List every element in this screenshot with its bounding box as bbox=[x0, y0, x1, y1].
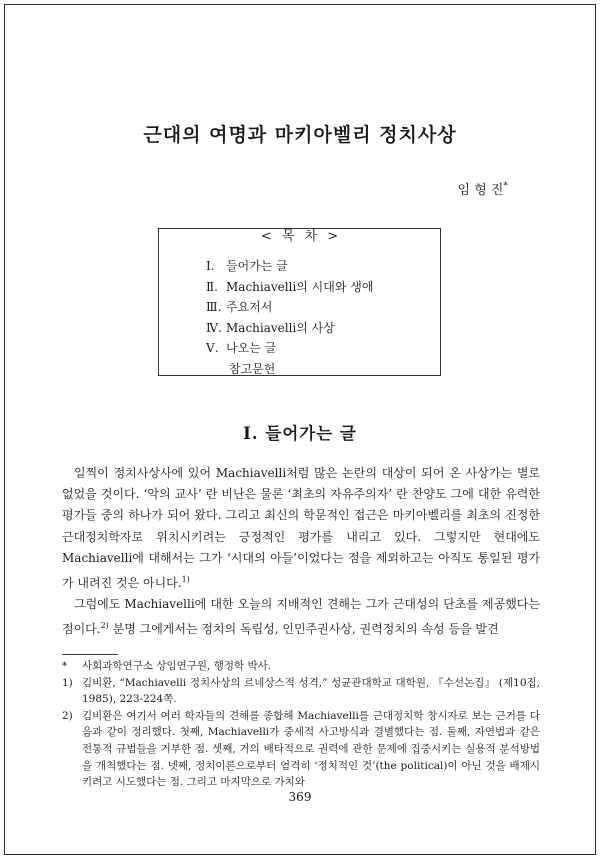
footnote bbox=[62, 658, 540, 675]
toc-heading bbox=[159, 228, 440, 244]
toc-item bbox=[206, 318, 373, 339]
toc-item-label: 참고문헌 bbox=[229, 361, 276, 376]
toc-item-number: Ⅲ. bbox=[206, 300, 222, 314]
toc-item bbox=[206, 338, 373, 359]
paragraph-text: 분명 그에게서는 정치의 독립성, 인민주권사상, 권력정치의 속성 등을 발견 bbox=[108, 622, 499, 637]
toc-item-label: 나오는 글 bbox=[226, 341, 277, 355]
author bbox=[458, 179, 508, 198]
toc-item bbox=[206, 256, 373, 277]
footnote-text: 사회과학연구소 상임연구원, 행정학 박사. bbox=[82, 660, 272, 672]
toc-item bbox=[206, 277, 373, 298]
toc-item-label: Machiavelli의 사상 bbox=[226, 320, 335, 335]
footnote-ref: 1) bbox=[181, 575, 190, 585]
paragraph-text: 일찍이 정치사상사에 있어 Machiavelli처럼 많은 논란의 대상이 되어 온 사상가는 별로 없었을 것이다. ‘악의 교사’ 란 비난은 물론 ‘최초의 자유주의자’ 란 찬양도 그에 대한 유력한 평가들 중의 하나가 되어 왔다. 그리고 최신의 학문적인 접근은 마키아벨리를 최초의 진정한 근대정치학자로 위치시키려는 긍정적인 평가를 내리고 있다. 그렇지만 현대에도 Machiavelli에 대해서는 그가 ‘시대의 아들’이었다는 점을 제외하고는 아직도 통일된 평가가 내려진 것은 아니다. bbox=[62, 466, 540, 591]
table-of-contents bbox=[158, 228, 441, 376]
page-number: 369 bbox=[288, 790, 312, 804]
body-text bbox=[62, 463, 540, 641]
toc-list bbox=[206, 256, 373, 379]
toc-item bbox=[206, 359, 373, 380]
paragraph-text: 그럼에도 Machiavelli에 대한 오늘의 지배적인 견해는 그가 근대성의 단초를 제공했다는 점이다. bbox=[62, 597, 540, 637]
author-name: 임 형 진 bbox=[457, 183, 504, 198]
footnote-mark: * bbox=[62, 660, 68, 672]
toc-item-label: Machiavelli의 시대와 생애 bbox=[226, 279, 374, 294]
toc-item-number: Ⅰ. bbox=[206, 259, 215, 273]
paper-title: 근대의 여명과 마키아벨리 정치사상 bbox=[143, 124, 457, 146]
footnotes bbox=[62, 658, 540, 791]
section-heading: Ⅰ. 들어가는 글 bbox=[243, 424, 357, 443]
toc-heading-text: < 목 차 > bbox=[255, 229, 344, 244]
footnote-mark: 2) bbox=[62, 709, 73, 722]
toc-item-label: 들어가는 글 bbox=[226, 259, 288, 273]
author-footnote-mark: * bbox=[503, 181, 508, 192]
footnote-text: 김비환, “Machiavelli 정치사상의 르네상스적 성격,” 성균관대학교 대학원, 『수선논집』 (제10집, 1985), 223-224쪽. bbox=[82, 676, 540, 706]
body-paragraph bbox=[62, 594, 540, 640]
footnote bbox=[62, 675, 540, 708]
toc-item-label: 주요저서 bbox=[226, 300, 273, 314]
footnote-divider bbox=[62, 654, 118, 655]
footnote-text: 김비환은 여기서 여러 학자들의 견해를 종합해 Machiavelli를 근대정치학 창시자로 보는 근거를 다음과 같이 정리했다. 첫째, Machiavelli가 중세적 사고방식과 결별했다는 점. 둘째, 자연법과 같은 전통적 규범들을 거부한 점. 셋째, 거의 배타적으로 권력에 관한 문제에 집중시키는 실용적 분석방법을 개척했다는 점. 넷째, 정치이론으로부터 엄격히 ‘정치적인 것’(the political)이 아닌 것을 배제시키려고 시도했다는 점. 그리고 마지막으로 가치와 bbox=[82, 709, 540, 789]
footnote-mark: 1) bbox=[62, 676, 73, 689]
toc-item-number: Ⅳ. bbox=[206, 320, 222, 335]
body-paragraph bbox=[62, 463, 540, 594]
toc-item-number: Ⅱ. bbox=[206, 279, 218, 294]
toc-item-number: Ⅴ. bbox=[206, 341, 219, 355]
footnote bbox=[62, 708, 540, 791]
footnote-ref: 2) bbox=[100, 621, 109, 631]
toc-item bbox=[206, 297, 373, 318]
